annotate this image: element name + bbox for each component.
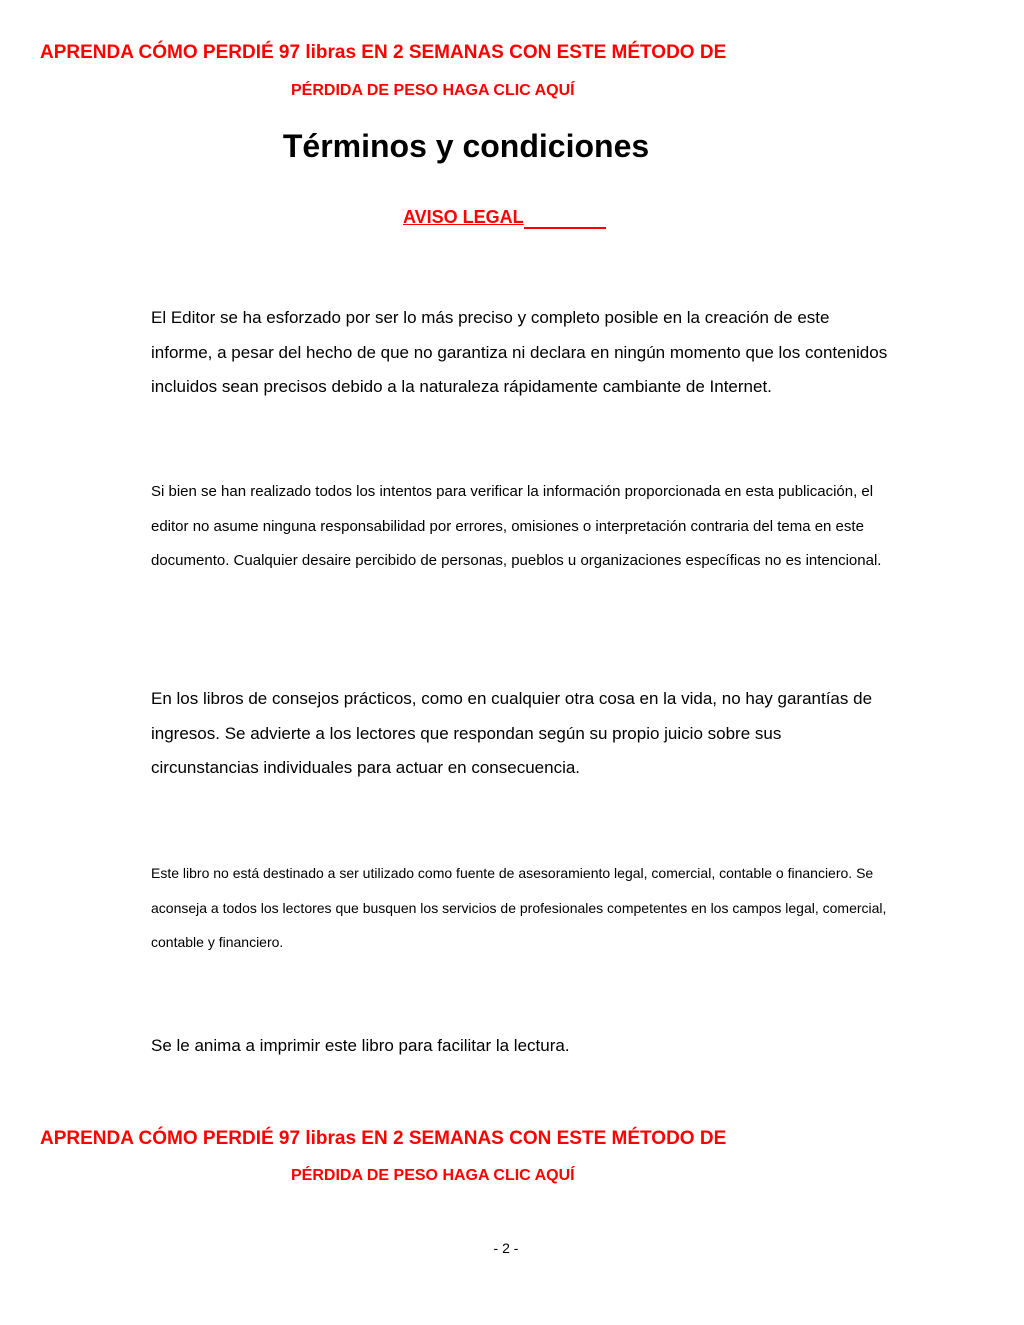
page-number: - 2 - xyxy=(493,1240,519,1256)
paragraph-disclaimer-income: En los libros de consejos prácticos, como en cualquier otra cosa en la vida, no hay garantías de ingresos. Se advierte a los lectores que respondan según su propio juicio sobre sus circunstancias individuales para actuar en consecuencia. xyxy=(151,689,873,777)
promo-link-top-line2[interactable]: PÉRDIDA DE PESO HAGA CLIC AQUÍ xyxy=(291,82,575,99)
paragraph-print-note: Se le anima a imprimir este libro para facilitar la lectura. xyxy=(151,1036,570,1055)
promo-link-bottom-line2[interactable]: PÉRDIDA DE PESO HAGA CLIC AQUÍ xyxy=(291,1167,575,1184)
promo-link-top-line1[interactable]: APRENDA CÓMO PERDIÉ 97 libras EN 2 SEMANAS CON ESTE MÉTODO DE xyxy=(40,42,727,63)
promo-link-bottom-line1[interactable]: APRENDA CÓMO PERDIÉ 97 libras EN 2 SEMANAS CON ESTE MÉTODO DE xyxy=(40,1128,727,1149)
section-heading xyxy=(403,207,606,228)
section-heading-label: AVISO LEGAL xyxy=(403,207,524,227)
paragraph-disclaimer-liability: Si bien se han realizado todos los intentos para verificar la información proporcionada en esta publicación, el editor no asume ninguna responsabilidad por errores, omisiones o interpretación contraria del tema en este documento. Cualquier desaire percibido de personas, pueblos u organizaciones específicas no es intencional. xyxy=(151,483,882,570)
paragraph-disclaimer-accuracy: El Editor se ha esforzado por ser lo más preciso y completo posible en la creación de este informe, a pesar del hecho de que no garantiza ni declara en ningún momento que los contenidos incluidos sean precisos debido a la naturaleza rápidamente cambiante de Internet. xyxy=(151,308,888,396)
paragraph-disclaimer-advice: Este libro no está destinado a ser utilizado como fuente de asesoramiento legal, comercial, contable o financiero. Se aconseja a todos los lectores que busquen los servicios de profesionales competentes en los campos legal, comercial, contable y financiero. xyxy=(151,865,887,950)
section-heading-underline xyxy=(524,209,606,229)
page-title: Términos y condiciones xyxy=(282,128,650,164)
